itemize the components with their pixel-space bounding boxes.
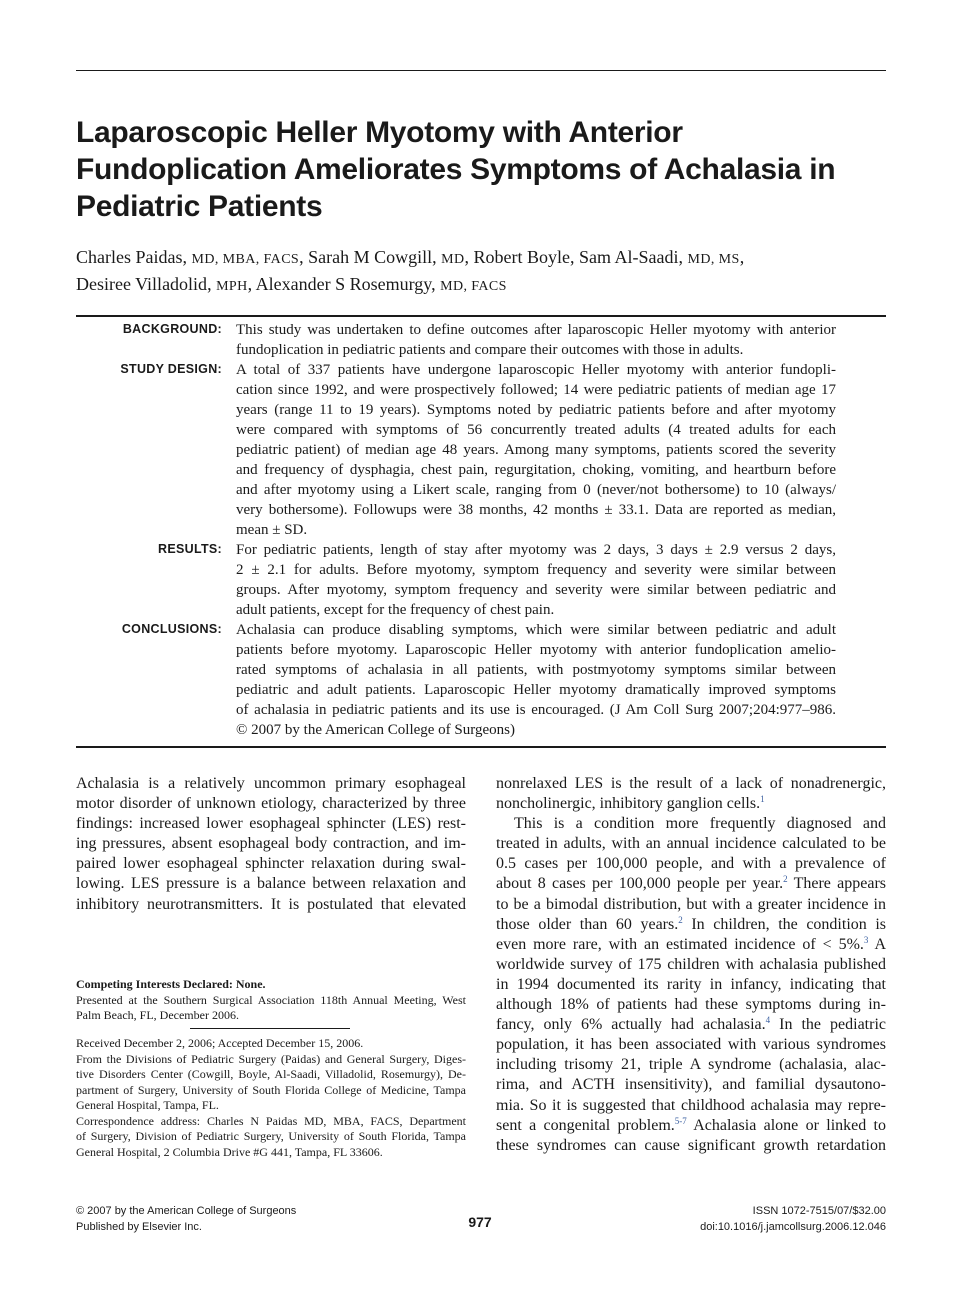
presented-note-line: Palm Beach, FL, December 2006. — [76, 1008, 239, 1022]
body-text: This is a condition more frequently diagnosed and — [514, 815, 886, 833]
abstract-section-body — [236, 540, 836, 620]
author-list: Charles Paidas, MD, MBA, FACS, Sarah M Cowgill, MD, Robert Boyle, Sam Al-Saadi, MD, MS, Desiree Villadolid, MPH, Alexander S Rosemurgy, MD, FACS — [76, 247, 745, 294]
body-text: about 8 cases per 100,000 people per year. — [496, 875, 784, 893]
body-text: although 18% of patients had these symptoms during in- — [496, 996, 886, 1014]
body-text: noncholinergic, inhibitory ganglion cells. — [496, 795, 761, 813]
body-text-line — [496, 794, 886, 814]
abstract-section-label: BACKGROUND: — [122, 322, 222, 336]
body-text-line: Achalasia is a relatively uncommon primary esophageal — [76, 775, 466, 792]
abstract-line: years (range 11 to 19 years). Symptoms noted by pediatric patients before and after myotomy — [236, 402, 836, 418]
footnote-line: partment of Surgery, University of South Florida College of Medicine, Tampa — [76, 1082, 466, 1097]
body-column-right — [496, 774, 886, 1156]
footer-right — [700, 1203, 886, 1235]
body-text: population, it has been associated with various syndromes — [496, 1036, 886, 1054]
footnote-line: General Hospital, 2 Columbia Drive #G 441, Tampa, FL 33606. — [76, 1144, 383, 1159]
abstract-line: very bothersome). Followups were 38 months, 42 months ± 33.1. Data are reported as median, — [236, 502, 836, 518]
reference-marker: 1 — [760, 794, 765, 805]
body-text-line: findings: increased lower esophageal sphincter (LES) rest- — [76, 815, 466, 833]
abstract-line: fundoplication in pediatric patients and compare their outcomes with those in adults. — [236, 342, 744, 358]
body-text: Achalasia alone or linked to — [686, 1116, 886, 1134]
author-name: Robert Boyle — [473, 247, 570, 267]
reference-marker: 2 — [678, 914, 683, 925]
abstract-section-label: STUDY DESIGN: — [120, 362, 222, 376]
body-text-line — [496, 955, 886, 975]
footnote-line: Correspondence address: Charles N Paidas MD, MBA, FACS, Department — [76, 1113, 466, 1128]
body-text-line: lowing. LES pressure is a balance between relaxation and — [76, 875, 466, 893]
body-text-line: paired lower esophageal sphincter relaxation during swal- — [76, 855, 466, 873]
reference-marker: 4 — [765, 1015, 771, 1026]
competing-interests: Competing Interests Declared: None. — [76, 977, 266, 991]
body-text-line — [496, 975, 886, 995]
body-text: nonrelaxed LES is the result of a lack of nonadrenergic, — [496, 775, 886, 792]
abstract-line: adult patients, except for the frequency of chest pain. — [236, 602, 555, 618]
body-text: worldwide survey of 175 children with achalasia published — [496, 955, 886, 973]
abstract-line: were compared with symptoms of 56 concurrently treated adults (4 treated adults for each — [236, 422, 836, 438]
body-text-line — [496, 1035, 886, 1055]
footnotes-top — [76, 977, 466, 1024]
author-name: Sarah M Cowgill — [308, 247, 433, 267]
reference-marker: 5-7 — [674, 1115, 687, 1126]
body-text-line — [496, 995, 886, 1015]
abstract-line: and after myotomy using a Likert scale, ranging from 0 (never/not bothersome) to 10 (always/ — [236, 482, 836, 498]
body-text: to be a bimodal distribution, but with a greater incidence in — [496, 895, 886, 913]
body-text-line — [496, 834, 886, 854]
body-text-line — [496, 1015, 886, 1035]
author-credentials: MD, MBA, FACS — [191, 252, 300, 267]
abstract-section — [76, 540, 886, 620]
abstract-line: pediatric and adult patients. Laparoscopic Heller myotomy dramatically improved symptoms — [236, 682, 836, 698]
abstract-section-label: RESULTS: — [158, 542, 222, 556]
body-text: these syndromes can cause significant growth retardation — [496, 1136, 886, 1154]
author-credentials: MPH — [216, 279, 248, 294]
footnote-line: General Hospital, Tampa, FL. — [76, 1098, 219, 1112]
abstract-section — [76, 320, 886, 360]
abstract-section — [76, 620, 886, 740]
body-text: A — [868, 935, 886, 953]
article-title: Laparoscopic Heller Myotomy with Anterior Fundoplication Ameliorates Symptoms of Achalasia in Pediatric Patients — [76, 116, 836, 223]
author-credentials: MD — [441, 252, 465, 267]
body-text-line — [496, 1055, 886, 1075]
body-text: including trisomy 21, triple A syndrome (achalasia, alac- — [496, 1056, 886, 1074]
issn-text: ISSN 1072-7515/07/$32.00 — [752, 1205, 886, 1217]
body-text: rima, and ACTH insensitivity), and familial dysautono- — [496, 1076, 886, 1094]
body-text-line — [496, 1116, 886, 1136]
body-text-line — [496, 774, 886, 794]
body-text-line: ing pressures, absent esophageal body contraction, and im- — [76, 835, 466, 853]
body-text-line — [496, 1096, 886, 1116]
author-credentials: MD, MS — [687, 252, 740, 267]
body-text-line — [496, 854, 886, 874]
author-name: Sam Al-Saadi — [578, 247, 679, 267]
body-text: in 1994 documented its rarity in infancy, indicating that — [496, 975, 886, 993]
abstract-line: This study was undertaken to define outcomes after laparoscopic Heller myotomy with anterior — [236, 322, 836, 338]
abstract-line: mean ± SD. — [236, 522, 308, 538]
body-text: those older than 60 years. — [496, 915, 679, 933]
abstract-section-label: CONCLUSIONS: — [121, 622, 222, 636]
body-text: even more rare, with an estimated incidence of < 5%. — [496, 935, 864, 953]
author-name: Alexander S Rosemurgy — [255, 274, 432, 294]
header-rule — [76, 70, 886, 71]
body-text: mia. So it is suggested that childhood achalasia may repre- — [496, 1096, 886, 1114]
abstract-line: and frequency of dysphagia, chest pain, regurgitation, choking, vomiting, and heartburn before — [236, 462, 836, 478]
abstract-line: 2 ± 2.1 for adults. Before myotomy, symptom frequency and severity were similar between — [236, 562, 836, 578]
abstract-bottom-rule — [76, 746, 886, 748]
reference-marker: 2 — [783, 874, 788, 885]
body-text: sent a congenital problem. — [496, 1116, 675, 1134]
footnote-line: From the Divisions of Pediatric Surgery (Paidas) and General Surgery, Diges- — [76, 1051, 466, 1066]
footnotes-affiliations — [76, 1036, 466, 1160]
abstract-section-body — [236, 320, 836, 360]
copyright-text: © 2007 by the American College of Surgeons — [76, 1205, 297, 1217]
body-text-line — [496, 874, 886, 894]
abstract-line: Achalasia can produce disabling symptoms, which were similar between pediatric and adult — [236, 622, 836, 638]
abstract-section-body — [236, 620, 836, 740]
abstract-line: © 2007 by the American College of Surgeons) — [236, 722, 515, 738]
body-text: In children, the condition is — [682, 915, 887, 933]
page-number: 977 — [468, 1214, 492, 1230]
body-text-line — [496, 1075, 886, 1095]
footnote-line: of Surgery, Division of Pediatric Surgery, University of South Florida, Tampa — [76, 1129, 466, 1143]
abstract-line: A total of 337 patients have undergone laparoscopic Heller myotomy with anterior fundopli- — [236, 362, 836, 378]
abstract-line: cation since 1992, and were prospectively followed; 14 were pediatric patients of median age 17 — [236, 382, 836, 398]
presented-note-line: Presented at the Southern Surgical Association 118th Annual Meeting, West — [76, 992, 466, 1007]
body-text: There appears — [787, 875, 886, 893]
body-text-line: motor disorder of unknown etiology, characterized by three — [76, 795, 466, 813]
abstract — [76, 320, 886, 740]
publisher-text: Published by Elsevier Inc. — [76, 1221, 202, 1233]
body-text-line — [496, 1136, 886, 1156]
body-column-left — [76, 774, 466, 915]
footnote-line: Received December 2, 2006; Accepted December 15, 2006. — [76, 1036, 364, 1050]
body-text: 0.5 cases per 100,000 people, and with a prevalence of — [496, 855, 886, 873]
abstract-section — [76, 360, 886, 540]
abstract-line: patients before myotomy. Laparoscopic Heller myotomy with anterior fundoplication amelio- — [236, 642, 836, 658]
body-text-line — [496, 814, 886, 834]
abstract-top-rule — [76, 315, 886, 317]
author-name: Desiree Villadolid — [76, 274, 208, 294]
body-text-line: inhibitory neurotransmitters. It is postulated that elevated — [76, 895, 466, 913]
author-name: Charles Paidas — [76, 247, 183, 267]
body-text: In the pediatric — [770, 1016, 887, 1034]
footnote-divider — [190, 1028, 350, 1029]
body-text: fancy, only 6% actually had achalasia. — [496, 1016, 766, 1034]
abstract-line: pediatric patient) of median age 48 years. Among many symptoms, patients scored the severity — [236, 442, 836, 458]
body-text-line — [496, 935, 886, 955]
abstract-line: groups. After myotomy, symptom frequency and severity were similar between pediatric and — [236, 582, 836, 598]
reference-marker: 3 — [863, 934, 869, 945]
body-text-line — [496, 895, 886, 915]
body-text: treated in adults, with an annual incidence calculated to be — [496, 835, 886, 853]
abstract-line: rated symptoms of achalasia in all patients, with postmyotomy symptoms similar between — [236, 662, 836, 678]
doi-text: doi:10.1016/j.jamcollsurg.2006.12.046 — [700, 1221, 886, 1233]
abstract-line: of achalasia in pediatric patients and its use is encouraged. (J Am Coll Surg 2007;204:977–986. — [236, 702, 836, 718]
abstract-line: For pediatric patients, length of stay after myotomy was 2 days, 3 days ± 2.9 versus 2 days, — [236, 542, 836, 558]
author-credentials: MD, FACS — [440, 279, 507, 294]
abstract-section-body — [236, 360, 836, 540]
body-text-line — [496, 915, 886, 935]
footnote-line: tive Disorders Center (Cowgill, Boyle, Al-Saadi, Villadolid, Rosemurgy), De- — [76, 1067, 466, 1081]
